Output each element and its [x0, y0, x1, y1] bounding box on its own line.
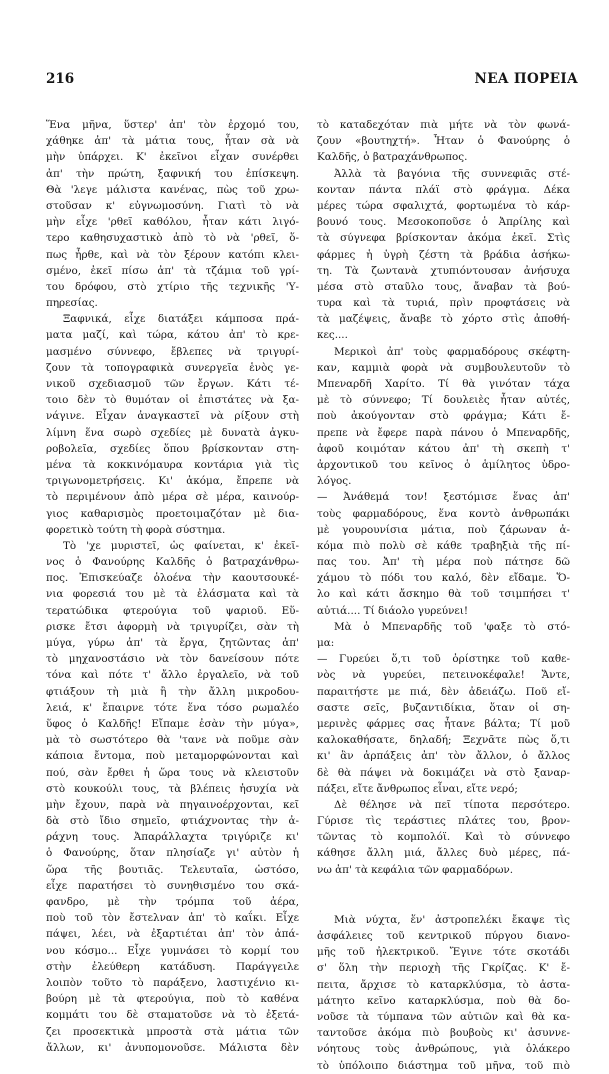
text-line: πάξει, εἴτε ἄνθρωπος εἶναι, εἴτε νερό; [317, 782, 518, 795]
text-line: πρεπε νὰ ἔφερε παρὰ πάνου ὁ Μπεναρδῆς, [317, 426, 570, 439]
text-line: τυρα καὶ τὰ τυριά, πρὶν προφτάσεις νὰ [317, 297, 570, 310]
text-line: ἀρχοντικοῦ του κεῖνος ὁ ἁμίλητος ὑδρο- [317, 458, 570, 471]
text-line: νὸς νὰ γυρεύει, πετεινοκέφαλε! Ἄντε, [317, 669, 570, 682]
text-line: του δρόφου, στὸ χτίριο τῆς τεχνικῆς 'Υ- [46, 280, 299, 293]
text-line: κάθησε ἄλλη μιά, ἄλλες δυὸ μέρες, πά- [317, 847, 570, 860]
text-line: ὥρα τῆς βουτιᾶς. Τελευταῖα, ὡστόσο, [46, 863, 299, 876]
right-text-column [317, 117, 570, 1074]
left-text-column [46, 117, 299, 1056]
text-line: λόγος. [317, 475, 352, 488]
text-line: ματα μαζί, καὶ τώρα, κάτου ἀπ' τὸ κρε- [46, 329, 299, 342]
text-line: τὸ ὑπόλοιπο διάστημα τοῦ μῆνα, τοῦ πιὸ [317, 1059, 570, 1072]
text-line: χάθηκε ἀπ' τὰ μάτια τους, ἦταν σὰ νὰ [46, 135, 299, 148]
text-line: Δὲ θέλησε νὰ πεῖ τίποτα περσότερο. [334, 798, 570, 811]
text-line: μύγα, γύρω ἀπ' τὰ ἔργα, ζητῶντας ἀπ' [46, 637, 299, 649]
text-line: αὐτιά.... Τί διάολο γυρεύνει! [317, 604, 469, 617]
text-line: μὰ τὸ σωστότερο θὰ 'τανε νὰ ποῦμε σὰν [46, 734, 299, 747]
text-line: τοὺς φαρμαδόρους, ἕνα κοντὸ ἀνθρωπάκι [317, 507, 570, 520]
text-line: Γύρισε τὶς τεράστιες πλάτες του, βρον- [317, 815, 570, 828]
text-line: νια φορεσιά του μὲ τὰ ἐλάσματα καὶ τὰ [46, 588, 299, 601]
text-line: σ' ὅλη τὴν περιοχὴ τῆς Γκρίζας. Κ' ἔ- [317, 962, 570, 975]
text-line: νοῦσε τὰ τύμπανα τῶν αὐτιῶν καὶ θὰ κα- [317, 1010, 570, 1023]
text-line: κονταν πάντα πλάϊ στὸ φράγμα. Δέκα [317, 183, 570, 196]
text-line: λίμνη ἕνα σωρὸ σχεδίες μὲ δυνατὰ ἀγκυ- [46, 426, 299, 439]
text-line: τερατώδικα φτερούγια τοῦ ψαριοῦ. Εὕ- [46, 604, 299, 617]
text-line: κι' ἂν ἁρπάξεις ἀπ' τὸν ἄλλον, ὁ ἄλλος [317, 750, 570, 763]
text-line: μὴν ἔχουν, παρὰ νὰ πηγαινοέρχονται, κεῖ [46, 798, 299, 811]
text-line: πειτα, ἄρχισε τὸ καταρκλύσμα, τὸ ἀστα- [317, 978, 570, 991]
text-line: μὲ γουρουνίσια μάτια, ποὺ ζάρωναν ἀ- [317, 523, 570, 536]
text-line: Ξαφνικά, εἶχε διατάξει κάμποσα πρά- [63, 313, 299, 326]
text-line: τὸ περιμένουν ἀπὸ μέρα σὲ μέρα, καινούρ- [46, 491, 299, 504]
text-line: πού, σὰν ἔρθει ἡ ὥρα τους νὰ κλειστοῦν [46, 766, 299, 779]
text-line: ζει προσεκτικὰ μπροστὰ στὰ μάτια τῶν [46, 1025, 299, 1038]
text-line: κομμάτι του δὲ σταματοῦσε νὰ τὸ ἐξετά- [46, 1009, 299, 1022]
text-line: ἀπ' τὴν πρώτη, ξαφνική του ἐπίσκεψη. [46, 167, 299, 180]
text-line: μάτητο κεῖνο καταρκλύσμα, ποὺ θὰ δο- [317, 994, 570, 1007]
text-line: λειά, κ' ἔπαιρνε τότε ἕνα τόσο ρωμαλέο [46, 701, 299, 714]
text-line: δὰ στὸ ἴδιο σημεῖο, φτιάχνοντας τὴν ἀ- [46, 815, 299, 828]
text-line: πος. Ἐπισκεύαζε ὁλοένα τὴν καουτσουκέ- [46, 572, 299, 585]
text-line: ἀσφάλειες τοῦ κεντρικοῦ πύργου διανο- [317, 930, 570, 942]
text-line: μέσα στὸ σταῦλο τους, ἄναβαν τὰ βού- [317, 280, 570, 293]
text-line: φάρμες ἡ ὑγρὴ ζέστη τὰ βράδια ἀσήκω- [317, 248, 570, 261]
text-line: ρισκε ἔτσι ἀφορμὴ νὰ τριγυρίζει, σὰν τὴ [46, 620, 299, 633]
text-line: κάποια ἔντομα, ποὺ μεταμορφώνονται καὶ [46, 750, 299, 763]
text-line: ζουν «βουτηχτή». Ἦταν ὁ Φανούρης ὁ [317, 135, 570, 148]
text-line: Μερικοὶ ἀπ' τοὺς φαρμαδόρους σκέφτη- [334, 345, 570, 358]
text-line: ποὺ ἀκούγονταν στὸ φράγμα; Κάτι ἔ- [317, 410, 570, 423]
text-line: τὰ μαζέψεις, ἄναβε τὸ χόρτο στὶς ἀποθή- [317, 313, 570, 326]
text-line: νάγινε. Εἶχαν ἀναγκαστεῖ νὰ ρίξουν στὴ [46, 410, 299, 423]
text-line: πάψει, λέει, νὰ ἐξαρτιέται ἀπ' τὸν ἀπά- [46, 928, 299, 941]
text-line: στὸ κουκούλι τους, τὰ βλέπεις ἡσυχία νὰ [46, 782, 299, 795]
text-line: μῆς τοῦ ἠλεκτρικοῦ. Ἔγινε τότε σκοτάδι [317, 946, 570, 959]
text-line: μα: [317, 637, 335, 649]
text-line: νου κόσμο... Εἶχε γυμνάσει τὸ κορμί του [46, 944, 299, 957]
text-line: καν, καμμιὰ φορὰ νὰ συμβουλευτοῦν τὸ [317, 361, 570, 374]
text-line: Μιὰ νύχτα, ἕν' ἀστροπελέκι ἔκαψε τὶς [334, 913, 570, 926]
text-line: Ἀλλὰ τὰ βαγόνια τῆς συννεφιᾶς στέ- [334, 167, 570, 180]
text-line: φορετικὸ τούτη τὴ φορὰ σύστημα. [46, 523, 226, 536]
text-line: ράχνη τους. Ἀπαράλλαχτα τριγύριζε κι' [46, 831, 299, 844]
text-line: ζουν τὰ τοπογραφικὰ συνεργεῖα ἑνὸς γε- [46, 361, 299, 374]
text-line: τὰ σύγνεφα βρίσκονταν ἀκόμα ἐκεῖ. Στὶς [317, 232, 570, 245]
text-line: νικοῦ σχεδιασμοῦ τῶν ἔργων. Κάτι τέ- [46, 378, 299, 390]
text-line: σμένο, ἐκεῖ πίσω ἀπ' τὰ τζάμια τοῦ γρί- [46, 264, 299, 277]
text-line: τόνα καὶ πότε τ' ἄλλο ἐργαλεῖο, νὰ τοῦ [46, 669, 299, 682]
text-line: τὸ καταδεχόταν πιὰ μήτε νὰ τὸν φωνά- [317, 119, 570, 131]
section-break [317, 878, 570, 912]
text-line: στὴν ἐλεύθερη κατάδυση. Παράγγειλε [46, 960, 299, 973]
text-line: τῶντας τὸ κομπολόϊ. Καὶ τὸ σύννεφο [317, 831, 570, 844]
text-line: νόητους τοὺς ἀνθρώπους, γιὰ ὁλάκερο [317, 1043, 570, 1056]
text-line: στοῦσαν κ' εὐγνωμοσύνη. Γιατὶ τὸ νὰ [46, 199, 299, 212]
text-line: φτιάξουν τὴ μιὰ ἢ τὴν ἄλλη μικροδου- [46, 685, 299, 698]
text-line: μερινὲς φάρμες σας ἦτανε βάλτα; Τί μοῦ [317, 717, 570, 730]
text-line: πηρεσίας. [46, 297, 98, 310]
text-line: τριγωνομετρήσεις. Κι' ἀκόμα, ἔπρεπε νὰ [46, 475, 299, 488]
text-line: βουνό τους. Μεσοκοποῦσε ὁ Ἀπρίλης καὶ [317, 216, 570, 229]
text-line: σαστε σεῖς, βυζαντιδίκια, ὅταν οἱ ση- [317, 701, 570, 714]
text-line: δὲ θὰ πάψει νὰ δοκιμάζει νὰ στὸ ξαναρ- [317, 766, 570, 779]
text-line: ταντοῦσε ἀκόμα πιὸ βουβοὺς κι' ἀσυννε- [317, 1027, 570, 1040]
text-line: πως ἦρθε, καὶ νὰ τὸν ξέρουν κατόπι κλει- [46, 248, 299, 261]
text-line: χάμου τὸ πόδι του καλό, δὲν εἴδαμε. Ὅ- [317, 572, 570, 585]
text-line: ὕφος ὁ Καλδῆς! Εἴπαμε ἐσὰν τὴν μύγα», [46, 717, 299, 730]
text-line: μέρες τώρα σφαλιχτά, φορτωμένα τὸ κάρ- [317, 199, 570, 212]
text-line: ὁ Φανούρης, ὅταν πλησίαζε γι' αὐτὸν ἡ [46, 847, 299, 860]
journal-title: ΝΕΑ ΠΟΡΕΙΑ [474, 71, 578, 87]
text-line: νος ὁ Φανούρης Καλδῆς ὁ βατραχάνθρω- [46, 556, 299, 569]
text-line: τοιο δὲν τὸ θυμόταν οἱ ἐπιστάτες νὰ ξα- [46, 394, 299, 407]
text-line: φανδρο, μὲ τὴν τρόμπα τοῦ ἀέρα, [46, 896, 299, 908]
text-line: ἄλλων, κι' ἀνυπομονοῦσε. Μάλιστα δὲν [46, 1041, 299, 1054]
page-header [0, 0, 609, 100]
text-line: πας του. Ἀπ' τὴ μέρα ποὺ πάτησε δῶ [317, 556, 570, 569]
text-line: μὴν εἶχε 'ρθεῖ καθόλου, ἦταν κάτι λιγό- [46, 216, 299, 229]
text-line: γιος καθαρισμὸς προετοιμαζόταν μὲ δια- [46, 507, 299, 520]
text-line: κόμα πιὸ πολὺ σὲ κάθε τραβηξιὰ τῆς πί- [317, 539, 570, 552]
text-line: τὸ μηχανοστάσιο νὰ τὸν δανείσουν πότε [46, 653, 299, 666]
text-line: — Γυρεύει ὅ,τι τοῦ ὁρίστηκε τοῦ καθε- [317, 653, 570, 666]
text-line: ἀφοῦ κοιμόταν κάτου ἀπ' τὴ σκεπὴ τ' [317, 442, 570, 455]
text-line: λοιπὸν τοῦτο τὸ παράξενο, λαστιχένιο κι- [46, 976, 299, 989]
text-line: νω ἀπ' τὰ κεφάλια τῶν φαρμαδόρων. [317, 863, 514, 876]
text-line: Καλδῆς, ὁ βατραχάνθρωπος. [317, 151, 468, 164]
page-number: 216 [46, 71, 75, 87]
text-line: Ἕνα μῆνα, ὕστερ' ἀπ' τὸν ἐρχομό του, [46, 119, 299, 131]
text-line: Μπεναρδῆ Χαρίτο. Τί θὰ γινόταν τάχα [317, 378, 570, 390]
text-line: εἶχε παρατήσει τὸ συνηθισμένο του σκά- [46, 879, 299, 892]
text-line: λο καὶ κάτι ἄσκημο θὰ τοῦ τσιμπήσει τ' [317, 588, 570, 601]
text-line: κες.... [317, 329, 348, 342]
text-line: — Ἀνάθεμά τον! ξεστόμισε ἕνας ἀπ' [317, 491, 570, 504]
text-line: Θὰ 'λεγε μάλιστα κανένας, πὼς τοῦ χρω- [46, 183, 299, 196]
text-line: μένα τὰ κοκκινόμαυρα κοντάρια γιὰ τὶς [46, 458, 299, 471]
text-line: μὲ τὸ σύννεφο; Τί δουλειὲς ἦταν αὐτές, [317, 394, 570, 407]
text-line: μὴν ὑπάρχει. Κ' ἐκεῖνοι εἶχαν συνέρθει [46, 151, 299, 164]
text-line: Μὰ ὁ Μπεναρδῆς τοῦ 'φαξε τὸ στό- [334, 620, 570, 633]
text-line: Τὸ 'χε μυριστεῖ, ὡς φαίνεται, κ' ἐκεῖ- [63, 539, 299, 552]
text-line: μασμένο σύννεφο, ἔβλεπες νὰ τριγυρί- [46, 345, 299, 358]
text-line: καλοκαθήσατε, δηλαδή; Ξεχνᾶτε πὼς ὅ,τι [317, 734, 570, 747]
text-line: ποὺ τοῦ τὸν ἔστελναν ἀπ' τὸ καΐκι. Εἶχε [46, 912, 299, 925]
text-line: τη. Τὰ ζωντανὰ χτυπιόντουσαν ἀνήσυχα [317, 264, 570, 277]
text-line: παραιτήστε με πιά, δὲν ἀδειάζω. Ποῦ εἴ- [317, 685, 570, 698]
text-line: βούρη μὲ τὰ φτερούγια, ποὺ τὸ καθένα [46, 993, 299, 1006]
text-line: τερο καθησυχαστικὸ ἀπὸ τὸ νὰ 'ρθεῖ, ὅ- [46, 232, 299, 245]
text-line: ροβολεῖα, σχεδίες ὅπου βρίσκονταν στη- [46, 442, 299, 455]
